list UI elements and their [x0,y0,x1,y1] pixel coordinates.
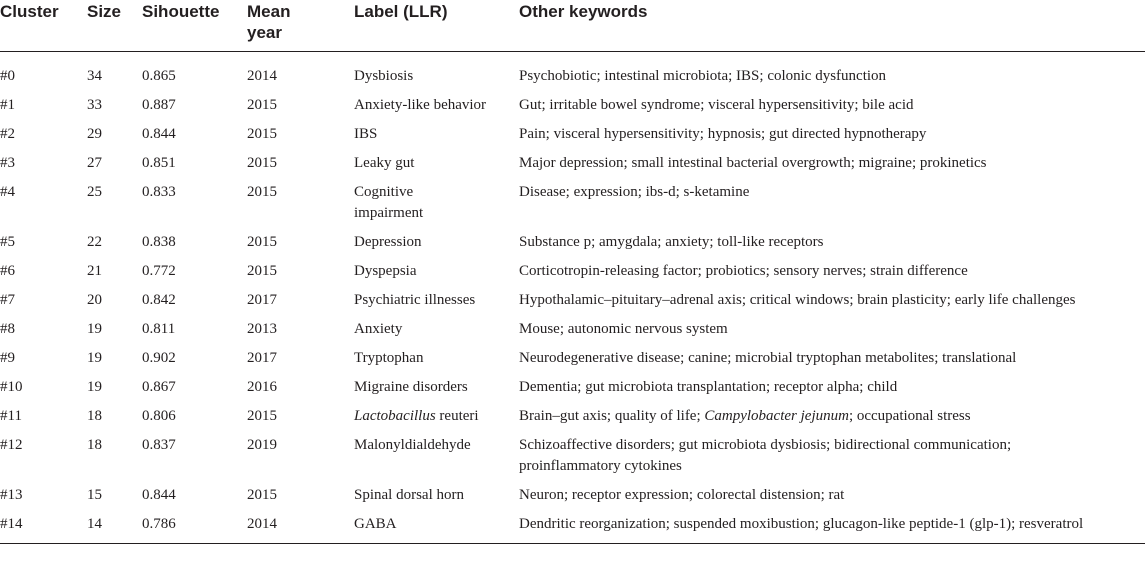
cell-size: 29 [87,126,102,142]
cell-keywords-italic: Campylobacter jejunum [704,408,849,424]
cell-keywords-line2: proinflammatory cytokines [519,458,682,474]
cell-label: Malonyldialdehyde [354,437,471,453]
cell-keywords: Major depression; small intestinal bacterial overgrowth; migraine; prokinetics [519,155,987,171]
table-row [0,178,1145,228]
cell-label: Dyspepsia [354,263,417,279]
cell-silhouette: 0.786 [142,510,247,544]
cell-year: 2015 [247,408,277,424]
cell-silhouette: 0.806 [142,408,176,424]
table-body [0,52,1145,544]
table-row [0,286,1145,315]
table-row [0,402,1145,431]
cell-cluster: #1 [0,97,15,113]
cell-size: 34 [87,68,102,84]
cell-keywords-part2: ; occupational stress [848,408,971,424]
table-row [0,510,1145,544]
cell-silhouette: 0.851 [142,155,176,171]
cell-year: 2014 [247,510,354,544]
header-size: Size [87,0,142,52]
table-row [0,373,1145,402]
cell-year: 2015 [247,234,277,250]
table-row [0,344,1145,373]
header-mean-year [247,0,354,52]
cell-label: Anxiety [354,321,403,337]
cell-size: 25 [87,184,102,200]
cell-year: 2015 [247,184,277,200]
cell-silhouette: 0.833 [142,184,176,200]
cell-keywords: Hypothalamic–pituitary–adrenal axis; critical windows; brain plasticity; early life challenges [519,292,1076,308]
cell-year: 2013 [247,321,277,337]
header-silhouette: Sihouette [142,0,247,52]
table-row [0,52,1145,92]
cell-label: Migraine disorders [354,379,468,395]
cell-size: 20 [87,292,102,308]
cell-cluster: #14 [0,510,87,544]
cell-label-line1: Cognitive [354,184,414,200]
cell-cluster: #0 [0,68,15,84]
table-row [0,431,1145,481]
cell-keywords: Neurodegenerative disease; canine; microbial tryptophan metabolites; translational [519,350,1017,366]
cell-label-italic: Lactobacillus [354,408,436,424]
header-label: Label (LLR) [354,0,519,52]
cell-keywords: Corticotropin-releasing factor; probiotics; sensory nerves; strain difference [519,263,968,279]
cell-keywords: Psychobiotic; intestinal microbiota; IBS; colonic dysfunction [519,68,887,84]
table-row [0,315,1145,344]
cell-keywords: Dendritic reorganization; suspended moxibustion; glucagon-like peptide-1 (glp-1); resveratrol [519,510,1145,544]
cell-cluster: #13 [0,487,23,503]
cell-keywords: Mouse; autonomic nervous system [519,321,728,337]
cell-cluster: #9 [0,350,15,366]
cell-silhouette: 0.844 [142,487,176,503]
cell-silhouette: 0.867 [142,379,176,395]
cell-label-rest: reuteri [435,408,479,424]
cell-label: IBS [354,126,378,142]
cell-label: GABA [354,510,519,544]
cell-label: Tryptophan [354,350,424,366]
cell-cluster: #8 [0,321,15,337]
cell-silhouette: 0.865 [142,68,176,84]
cell-year: 2019 [247,437,277,453]
cell-cluster: #12 [0,437,23,453]
cell-label: Leaky gut [354,155,415,171]
cell-size: 18 [87,408,102,424]
table-row [0,257,1145,286]
cell-label: Spinal dorsal horn [354,487,464,503]
cell-keywords: Disease; expression; ibs-d; s-ketamine [519,184,750,200]
cell-keywords: Pain; visceral hypersensitivity; hypnosis; gut directed hypnotherapy [519,126,927,142]
cell-size: 18 [87,437,102,453]
cell-silhouette: 0.887 [142,97,176,113]
cell-keywords: Dementia; gut microbiota transplantation; receptor alpha; child [519,379,898,395]
cell-size: 14 [87,510,142,544]
cell-keywords-line1: Schizoaffective disorders; gut microbiota dysbiosis; bidirectional communication; [519,437,1012,453]
cell-keywords: Substance p; amygdala; anxiety; toll-like receptors [519,234,824,250]
cell-cluster: #2 [0,126,15,142]
cell-silhouette: 0.838 [142,234,176,250]
table-header [0,0,1145,52]
cell-size: 19 [87,321,102,337]
header-row [0,0,1145,52]
cell-year: 2015 [247,97,277,113]
cell-keywords [519,431,1145,481]
cell-size: 15 [87,487,102,503]
cell-year: 2016 [247,379,277,395]
cell-cluster: #7 [0,292,15,308]
cell-keywords: Neuron; receptor expression; colorectal distension; rat [519,487,845,503]
table-row [0,91,1145,120]
cell-year: 2017 [247,292,277,308]
table-row [0,481,1145,510]
cell-cluster: #11 [0,408,22,424]
cell-size: 19 [87,350,102,366]
cell-label [354,178,519,228]
cell-year: 2017 [247,350,277,366]
cell-cluster: #5 [0,234,15,250]
cell-label: Psychiatric illnesses [354,292,476,308]
cell-cluster: #4 [0,184,15,200]
cell-silhouette: 0.842 [142,292,176,308]
cell-year: 2015 [247,126,277,142]
cell-silhouette: 0.772 [142,263,176,279]
header-cluster: Cluster [0,0,87,52]
cell-size: 21 [87,263,102,279]
table-row [0,149,1145,178]
cell-year: 2015 [247,155,277,171]
cell-silhouette: 0.837 [142,437,176,453]
table-row [0,120,1145,149]
cell-label-line2: impairment [354,205,424,221]
cell-keywords: Gut; irritable bowel syndrome; visceral hypersensitivity; bile acid [519,97,914,113]
cell-silhouette: 0.902 [142,350,176,366]
cell-silhouette: 0.844 [142,126,176,142]
cell-keywords [519,402,1145,431]
cell-cluster: #3 [0,155,15,171]
cell-keywords-part1: Brain–gut axis; quality of life; [519,408,705,424]
header-mean-year-line2: year [247,23,282,42]
cell-size: 22 [87,234,102,250]
cell-label: Anxiety-like behavior [354,97,487,113]
cell-label: Dysbiosis [354,68,414,84]
cell-silhouette: 0.811 [142,321,176,337]
cell-label: Depression [354,234,422,250]
header-mean-year-line1: Mean [247,2,291,21]
cell-year: 2014 [247,68,277,84]
cell-year: 2015 [247,487,277,503]
cell-year: 2015 [247,263,277,279]
cell-cluster: #6 [0,263,15,279]
table-row [0,228,1145,257]
cell-size: 27 [87,155,102,171]
cell-size: 33 [87,97,102,113]
cell-label [354,402,519,431]
cell-cluster: #10 [0,379,23,395]
header-keywords: Other keywords [519,0,1145,52]
cell-size: 19 [87,379,102,395]
